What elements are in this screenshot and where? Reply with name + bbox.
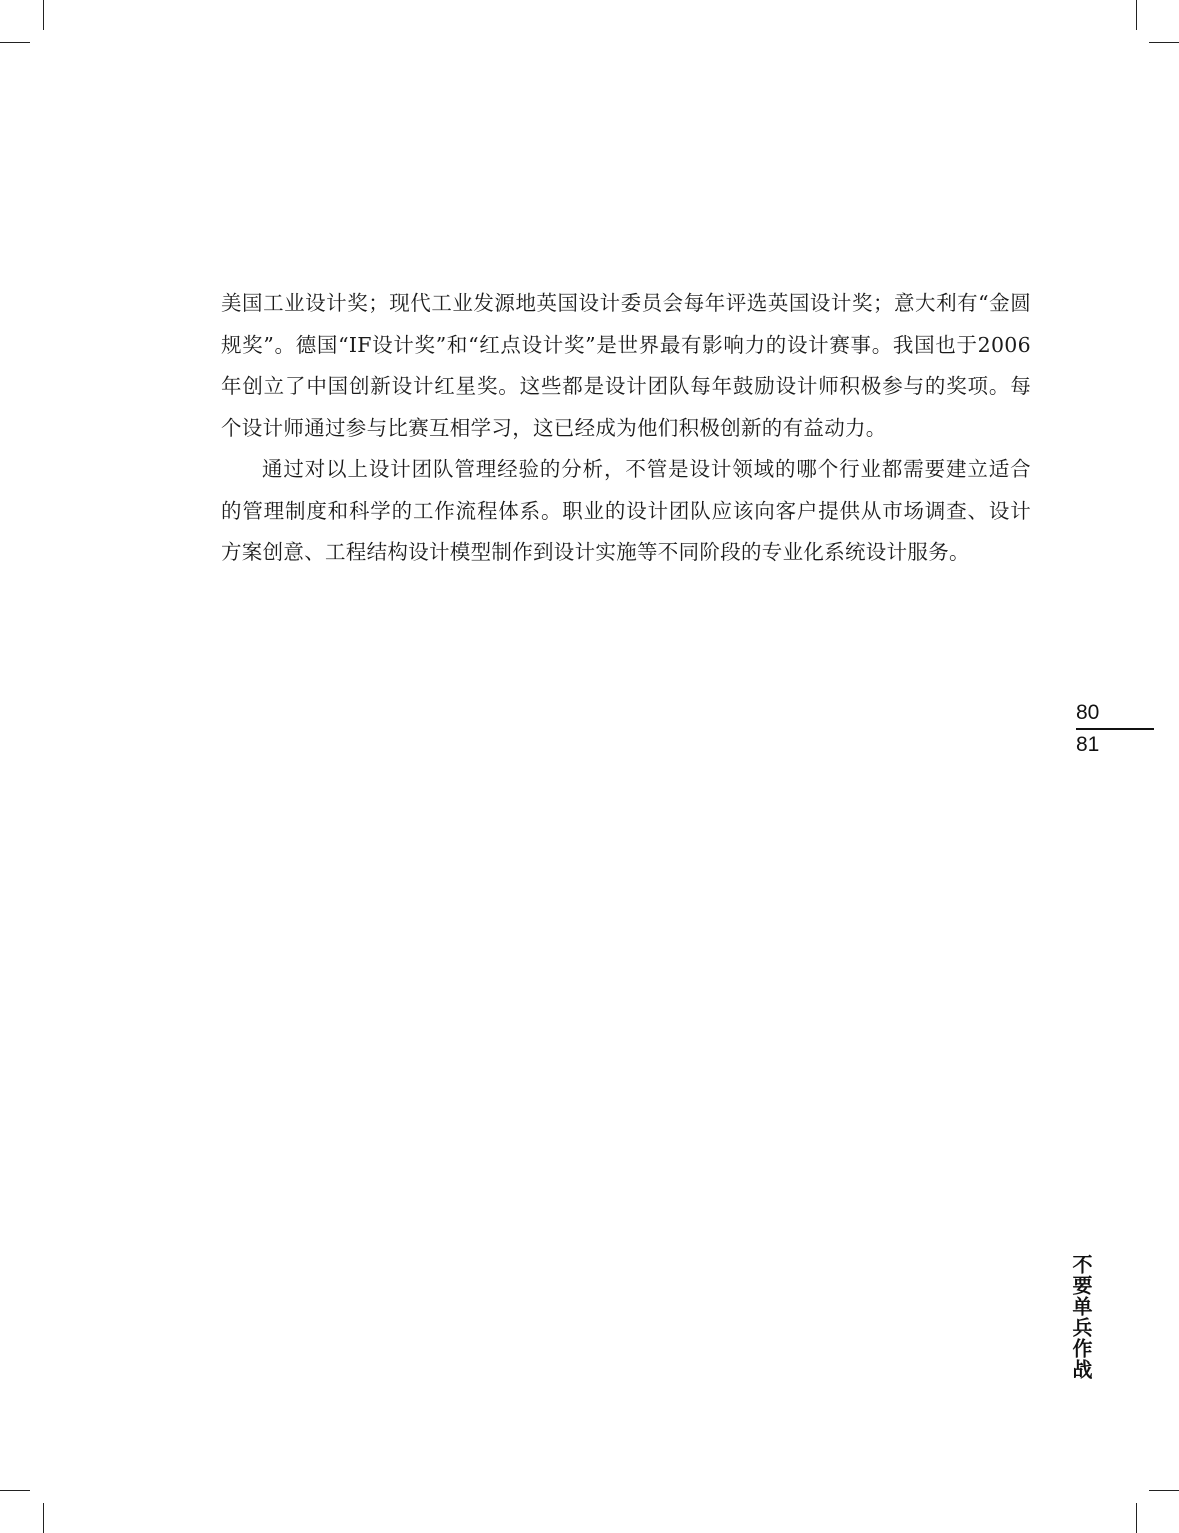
page-number-left: 80 [1076,701,1100,724]
crop-mark-top-right-h [1149,42,1179,43]
crop-mark-top-left-v [43,0,44,30]
paragraph-2: 通过对以上设计团队管理经验的分析，不管是设计领域的哪个行业都需要建立适合的管理制度和科学的工作流程体系。职业的设计团队应该向客户提供从市场调查、设计方案创意、工程结构设计模型制作到设计实施等不同阶段的专业化系统设计服务。 [221,457,1031,564]
crop-mark-bottom-left-v [43,1503,44,1533]
page-number-right: 81 [1076,733,1100,756]
crop-mark-bottom-right-h [1149,1490,1179,1491]
paragraph-1: 美国工业设计奖；现代工业发源地英国设计委员会每年评选英国设计奖；意大利有“金圆规奖”。德国“IF设计奖”和“红点设计奖”是世界最有影响力的设计赛事。我国也于2006年创立了中国创新设计红星奖。这些都是设计团队每年鼓励设计师积极参与的奖项。每个设计师通过参与比赛互相学习，这已经成为他们积极创新的有益动力。 [221,291,1031,440]
crop-mark-bottom-right-v [1136,1503,1137,1533]
body-text [221,283,1031,574]
page-number-divider [1076,728,1154,730]
crop-mark-bottom-left-h [0,1490,30,1491]
crop-mark-top-right-v [1136,0,1137,30]
crop-mark-top-left-h [0,42,30,43]
running-title: 不要单兵作战 [1069,1254,1093,1380]
